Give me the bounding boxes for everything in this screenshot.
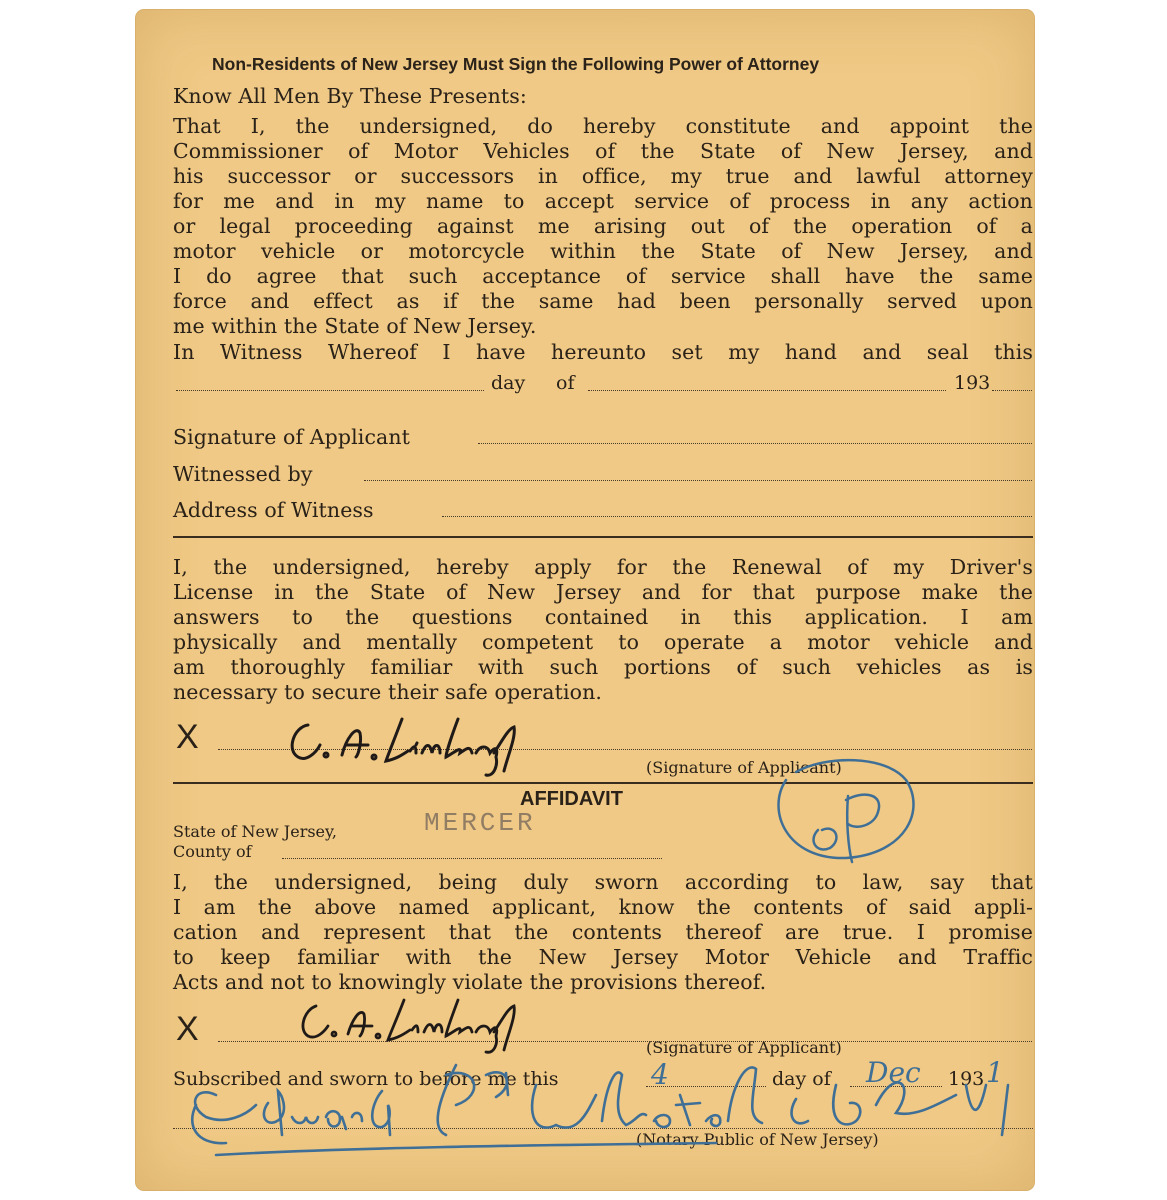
of-label: of bbox=[556, 372, 575, 394]
day-label: day bbox=[491, 372, 526, 394]
county-stamp: MERCER bbox=[424, 808, 536, 838]
x-mark-second: X bbox=[176, 1010, 199, 1048]
address-witness-label: Address of Witness bbox=[173, 498, 374, 522]
signature-caption: (Signature of Applicant) bbox=[646, 758, 842, 777]
notary-caption: (Notary Public of New Jersey) bbox=[636, 1130, 879, 1149]
x-mark: X bbox=[176, 718, 199, 756]
month-blank[interactable] bbox=[588, 390, 946, 391]
handwritten-year: 1 bbox=[986, 1056, 1004, 1089]
sworn-prefix: Subscribed and sworn to before me this bbox=[173, 1068, 559, 1090]
handwritten-day: 4 bbox=[651, 1058, 669, 1091]
applicant-signature-image bbox=[276, 705, 576, 785]
witnessed-by-label: Witnessed by bbox=[173, 462, 313, 486]
handwritten-month: Dec bbox=[866, 1056, 921, 1089]
section-divider bbox=[173, 536, 1033, 538]
witnessed-by-blank[interactable] bbox=[364, 480, 1032, 481]
notary-signature-image bbox=[156, 1025, 1036, 1165]
year-blank[interactable] bbox=[992, 390, 1032, 391]
county-blank[interactable] bbox=[282, 858, 662, 859]
signature-applicant-blank[interactable] bbox=[478, 443, 1032, 444]
license-renewal-card: Non-Residents of New Jersey Must Sign the Following Power of Attorney Know All Men By These Presents: That I, the undersigned, do hereby constitute and appoint the Commissioner of Motor Vehicles of the State of New Jersey, and his successor or successors in office, my true and lawful attorney for me and in my name to accept service of process in any action or legal proceeding against me arising out of the operation of a motor vehicle or motorcycle within the State of New Jersey, and I do agree that such acceptance of service shall have the same force and effect as if the same had been personally served upon me within the State of New Jersey. In Witness Whereof I have hereunto set my hand and seal this day of 193 Signature of Applicant Witnessed by Address of Witness I, the undersigned, hereby apply for the Renewal of my Driver's License in the State of New Jersey and for that purpose make the answers to the questions contained in this application. I am physically and mentally competent to operate a motor vehicle and am thoroughly familiar with such portions of such vehicles as is necessary to secure their safe operation. X (Signature of Applicant) AFFIDAVIT State of New Jersey, MERCER County of I, the undersigned, being duly sworn according to law, say that I am the above named applicant, know the contents of said appli- cation and represent that the contents thereof are true. I promise to keep familiar with the New Jersey Motor Vehicle and Traffic Acts and not to knowingly violate the provisions thereof. X (Signature of Applicant) Subscribed and sworn to before me this day of 193 (Notary Public of New Jersey) 4 Dec 1 bbox=[136, 10, 1034, 1190]
sworn-day-label: day of bbox=[772, 1068, 831, 1090]
sworn-year-prefix: 193 bbox=[948, 1068, 985, 1090]
state-label: State of New Jersey, bbox=[173, 822, 338, 841]
header-title: Non-Residents of New Jersey Must Sign the Following Power of Attorney bbox=[212, 54, 820, 74]
address-witness-blank[interactable] bbox=[442, 516, 1032, 517]
notary-initials-image bbox=[756, 750, 936, 880]
county-label: County of bbox=[173, 842, 252, 861]
affidavit-title: AFFIDAVIT bbox=[520, 788, 623, 810]
witness-whereof-line: In Witness Whereof I have hereunto set my hand and seal this bbox=[173, 340, 1033, 364]
year-prefix: 193 bbox=[954, 372, 991, 394]
day-blank[interactable] bbox=[176, 390, 484, 391]
intro-heading: Know All Men By These Presents: bbox=[173, 84, 527, 108]
signature-applicant-label: Signature of Applicant bbox=[173, 425, 410, 449]
signature-caption-second: (Signature of Applicant) bbox=[646, 1038, 842, 1057]
